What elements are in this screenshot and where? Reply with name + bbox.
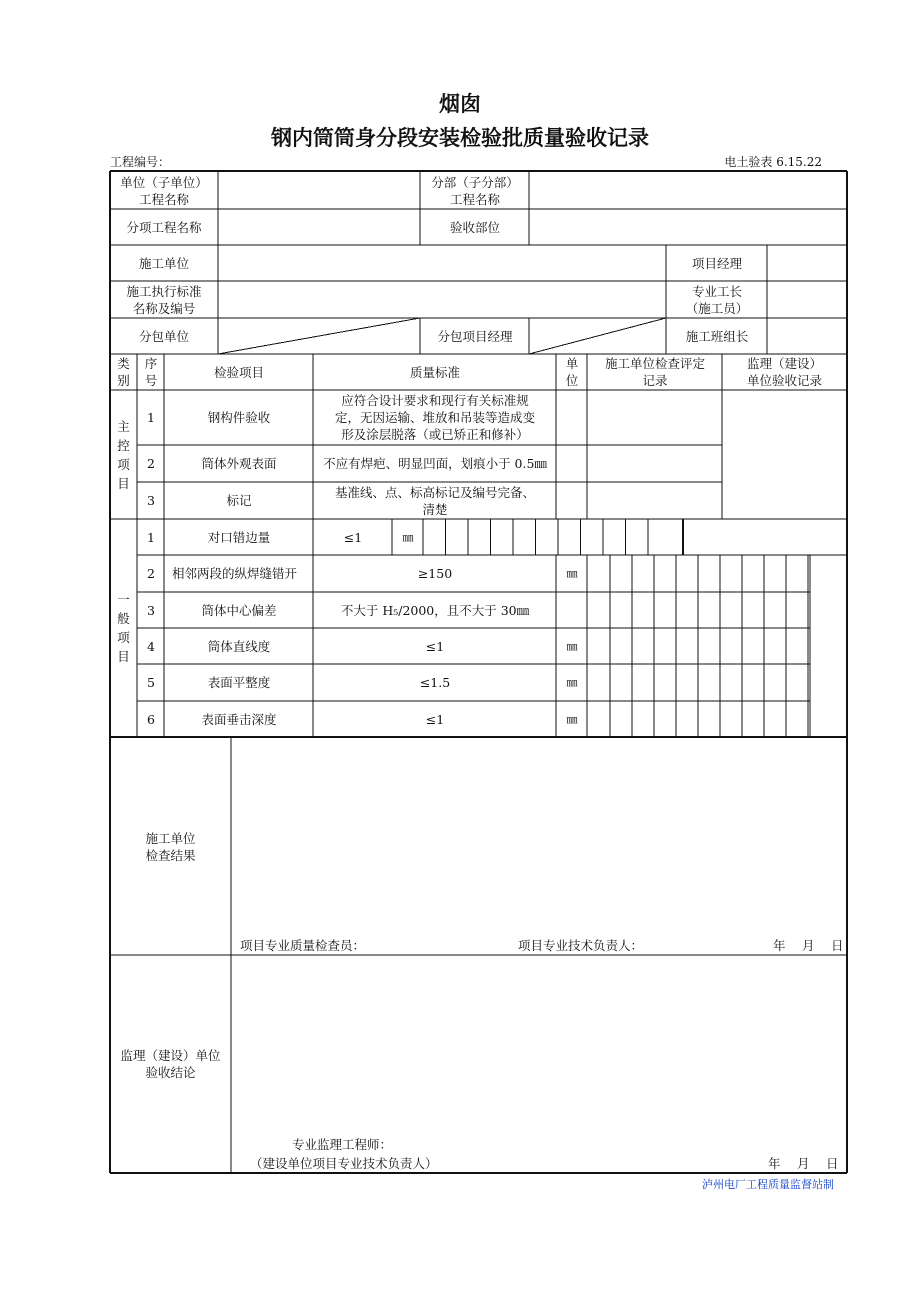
subitem-name-label: 分项工程名称 [126, 219, 202, 235]
standard-field[interactable] [219, 281, 666, 318]
form-number: 电土验表 6.15.22 [724, 155, 822, 169]
general-item-name: 表面平整度 [207, 675, 271, 690]
col-check-record: 施工单位检查评定 记录 [604, 356, 705, 388]
general-item-seq: 5 [147, 675, 155, 690]
main-control-label: 主 控 项 目 [117, 418, 130, 491]
general-item-name: 对口错边量 [207, 529, 271, 545]
construction-unit-field[interactable] [219, 245, 666, 281]
project-manager-label: 项目经理 [691, 255, 742, 271]
foreman-label: 专业工长 （施工员） [685, 283, 749, 316]
sub-pm-label: 分包项目经理 [437, 328, 513, 344]
general-item-unit: ㎜ [566, 567, 578, 580]
general-item-standard: ≤1 [425, 711, 445, 727]
owner-tech-lead-label: （建设单位项目专业技术负责人） [250, 1155, 438, 1171]
tech-lead-label: 项目专业技术负责人： [518, 937, 644, 953]
main-item-name: 标记 [226, 493, 252, 508]
general-item-name: 相邻两段的纵焊缝错开 [172, 566, 298, 581]
general-item-seq: 6 [147, 711, 155, 727]
general-item-unit: ㎜ [566, 639, 578, 653]
general-item-unit: ㎜ [566, 676, 578, 689]
project-manager-field[interactable] [768, 245, 846, 281]
main-item-record[interactable] [588, 390, 722, 445]
acceptance-part-label: 验收部位 [449, 219, 500, 235]
division-name-field[interactable] [530, 172, 846, 209]
col-category: 类 别 [117, 356, 130, 388]
construction-result-label: 施工单位 检查结果 [145, 830, 196, 863]
team-leader-field[interactable] [768, 318, 846, 354]
main-supervision-record[interactable] [723, 390, 846, 519]
main-item-seq: 2 [147, 456, 155, 471]
unit-name-label: 单位（子单位） 工程名称 [120, 174, 208, 207]
col-seq: 序 号 [144, 356, 158, 388]
main-item-seq: 3 [147, 493, 155, 508]
construction-result-field[interactable] [232, 740, 846, 930]
general-item-standard: ≤1 [343, 529, 363, 545]
quality-inspector-label: 项目专业质量检查员： [240, 937, 366, 953]
foreman-field[interactable] [768, 281, 846, 318]
subitem-name-field[interactable] [219, 209, 420, 245]
unit-name-field[interactable] [219, 172, 420, 209]
main-item-standard: 基准线、点、标高标记及编号完备、 清楚 [334, 484, 535, 517]
supervision-result-label: 监理（建设）单位 验收结论 [120, 1048, 221, 1080]
general-item-name: 筒体中心偏差 [201, 602, 277, 618]
general-item-standard: ≥150 [417, 566, 453, 581]
general-item-seq: 4 [147, 638, 155, 654]
general-item-name: 筒体直线度 [207, 638, 271, 654]
main-item-seq: 1 [147, 410, 155, 425]
main-item-record[interactable] [588, 445, 722, 482]
general-item-unit: ㎜ [402, 530, 414, 544]
acceptance-part-field[interactable] [530, 209, 846, 245]
general-item-name: 表面垂击深度 [201, 711, 277, 727]
col-item: 检验项目 [213, 364, 264, 380]
issuer-note: 泸州电厂工程质量监督站制 [702, 1178, 834, 1191]
general-item-unit [557, 592, 587, 628]
subcontractor-field[interactable] [219, 318, 420, 354]
general-item-seq: 3 [147, 602, 155, 618]
col-standard: 质量标准 [409, 364, 460, 380]
construction-unit-label: 施工单位 [138, 255, 189, 271]
supervising-engineer-label: 专业监理工程师： [292, 1136, 393, 1152]
subcontractor-label: 分包单位 [138, 328, 189, 344]
document-title-line1: 烟囱 [439, 92, 481, 116]
construction-date: 年 月 日 [773, 937, 844, 953]
main-item-record[interactable] [588, 482, 722, 519]
general-item-standard: 不大于 H₅/2000，且不大于 30㎜ [340, 602, 530, 618]
general-label: 一 般 项 目 [117, 592, 130, 664]
team-leader-label: 施工班组长 [685, 328, 749, 344]
general-item-seq: 1 [147, 529, 155, 545]
general-item-standard: ≤1 [425, 638, 445, 654]
supervision-result-field[interactable] [232, 958, 846, 1130]
general-item-standard: ≤1.5 [419, 675, 451, 690]
general-item-unit: ㎜ [566, 712, 578, 726]
main-item-name: 筒体外观表面 [201, 456, 277, 471]
standard-label: 施工执行标准 名称及编号 [126, 283, 202, 316]
sub-pm-field[interactable] [530, 318, 666, 354]
col-supervision: 监理（建设） 单位验收记录 [746, 356, 822, 388]
document-title-line2: 钢内筒筒身分段安装检验批质量验收记录 [271, 126, 649, 150]
main-item-standard: 应符合设计要求和现行有关标准规 定，无因运输、堆放和吊装等造成变 形及涂层脱落（或已矫正和修补） [334, 393, 535, 442]
project-number-label: 工程编号： [110, 155, 171, 169]
general-item-seq: 2 [147, 566, 155, 581]
division-name-label: 分部（子分部） 工程名称 [431, 174, 519, 207]
col-unit: 单 位 [565, 356, 579, 388]
main-item-name: 钢构件验收 [207, 410, 271, 425]
main-item-standard: 不应有焊疤、明显凹面，划痕小于 0.5㎜ [323, 456, 547, 471]
supervision-date: 年 月 日 [768, 1155, 839, 1171]
